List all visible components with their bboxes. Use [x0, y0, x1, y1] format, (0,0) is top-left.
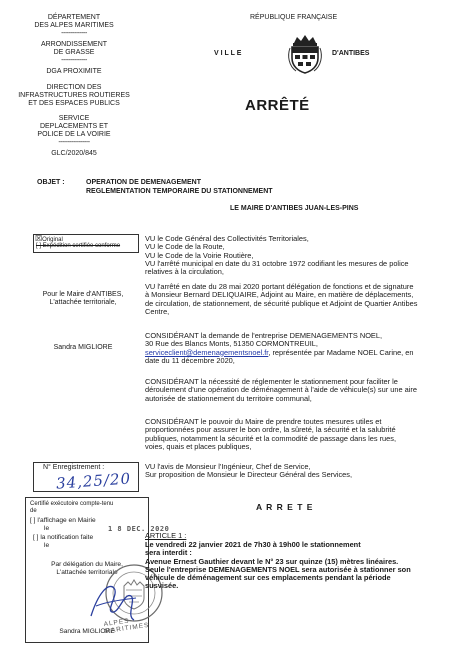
considerant-paragraph [145, 418, 465, 451]
considerant-line: CONSIDÉRANT la nécessité de réglementer le stationnement pour faciliter le [145, 377, 398, 386]
service-line: SERVICE [58, 115, 90, 122]
republic-label: RÉPUBLIQUE FRANÇAISE [250, 14, 338, 21]
considerant-line: déroulement d'une opération de déménagement à l'aide de véhicule(s) sur une aire [145, 385, 417, 395]
certification-box [25, 497, 149, 643]
objet-label: OBJET : [37, 179, 65, 186]
delegation-text-line: à Monsieur Bernard DELIQUAIRE, Adjoint au Maire, en matière de déplacements, [145, 290, 414, 300]
considerant-line: voies, quais et places publiques, [145, 441, 252, 451]
pour-le-maire-line: L'attachée territoriale, [49, 299, 117, 306]
original-label: Original [42, 237, 63, 243]
pour-le-maire-block [18, 291, 148, 307]
arrondissement-line: ARRONDISSEMENT [40, 41, 108, 48]
demande-text: , représentée par Madame NOEL Carine, en [268, 347, 414, 357]
vu-paragraph [145, 235, 465, 276]
article-line: Le vendredi 22 janvier 2021 de 7h30 à 19h00 le stationnement [145, 540, 361, 549]
checked-mark-icon: ☒ [35, 234, 43, 243]
notification-le: le [44, 542, 50, 549]
considerant-line: autorisée de stationnement du territoire communal, [145, 393, 312, 403]
article-line: véhicule de déménagement sur ces emplacements pendant la période [145, 573, 391, 583]
objet-line-1: OPERATION DE DEMENAGEMENT [86, 179, 201, 186]
arrondissement-line: DE GRASSE [53, 49, 95, 56]
enregistrement-label: N° Enregistrement : [43, 464, 105, 471]
vu-final-paragraph [145, 463, 465, 480]
vu-line: VU l'arrêté municipal en date du 31 octobre 1972 codifiant les mesures de police [145, 258, 409, 268]
copy-type-box [33, 234, 139, 253]
demande-line: 30 Rue des Blancs Monts, 51350 CORMONTREUIL, [145, 339, 318, 349]
date-stamp: 1 8 DEC. 2020 [108, 525, 170, 533]
delegation-text-line: de circulation, de stationnement, de sécurité publique et Adjoint de Quartier Antibes [145, 298, 418, 308]
enregistrement-number: 34,25/20 [55, 469, 132, 493]
article-line: susvisée. [145, 581, 179, 591]
email-link[interactable]: serviceclient@demenagementsnoel.fr [145, 347, 269, 357]
demande-paragraph [145, 332, 465, 365]
delegation-paragraph [145, 283, 465, 316]
dga-line: DGA PROXIMITE [46, 68, 102, 75]
vu-line: VU le Code Général des Collectivités Territoriales, [145, 234, 309, 243]
demande-line: CONSIDÉRANT la demande de l'entreprise DEMENAGEMENTS NOEL, [145, 331, 383, 340]
vu-line: relatives à la circulation, [145, 267, 224, 277]
objet-line-2: REGLEMENTATION TEMPORAIRE DU STATIONNEMENT [86, 188, 273, 195]
stamp-text: ALPES-MARITIMES [103, 617, 150, 636]
vu-line: VU le Code de la Route, [145, 242, 225, 252]
coat-of-arms-icon [286, 34, 324, 79]
signatory-name: Sandra MIGLIORE [59, 628, 115, 635]
mayor-heading: LE MAIRE D'ANTIBES JUAN-LES-PINS [230, 205, 359, 212]
vu-final-line: Sur proposition de Monsieur le Directeur Général des Services, [145, 470, 353, 480]
pour-le-maire-line: Pour le Maire d'ANTIBES, [42, 291, 124, 298]
certifie-line: Certifié exécutoire compte-tenu [30, 501, 114, 507]
certifie-line: de [30, 508, 37, 514]
service-line: DEPLACEMENTS ET [39, 123, 109, 130]
separator: -------------- [61, 30, 87, 37]
department-line: DÉPARTEMENT [47, 14, 101, 21]
separator: -------------- [61, 57, 87, 64]
considerant-paragraph [145, 378, 465, 403]
delegation-line: Par délégation du Maire, [51, 561, 123, 568]
document-title: ARRÊTÉ [245, 97, 310, 114]
notification-checkbox[interactable]: [ ] la notification faite [33, 534, 94, 541]
affichage-le: le [44, 525, 50, 532]
considerant-line: proportionnées pour assurer le bon ordre, la sûreté, la sécurité et la salubrité [145, 425, 396, 435]
demande-line: date du 11 décembre 2020, [145, 355, 235, 365]
article-line: sera interdit : [145, 548, 192, 558]
article-label: ARTICLE 1 : [145, 531, 187, 540]
department-header [8, 14, 140, 158]
signatory-name: Sandra MIGLIORE [53, 344, 113, 351]
article-line: Seule l'entreprise DEMENAGEMENTS NOEL sera autorisée à stationner son [145, 564, 411, 574]
department-line: DES ALPES MARITIMES [34, 22, 114, 29]
signature-icon [86, 576, 141, 631]
article-line: Avenue Ernest Gauthier devant le N° 23 sur quinze (15) mètres linéaires. [145, 556, 399, 566]
direction-line: DIRECTION DES [46, 84, 102, 91]
reference-number: GLC/2020/845 [51, 150, 97, 157]
vu-line: VU le Code de la Voirie Routière, [145, 250, 254, 260]
expedition-checkbox[interactable]: [ ] Expédition certifiée conforme [36, 243, 121, 249]
article-1 [145, 541, 470, 591]
separator: ----------------- [58, 139, 90, 146]
ville-label: V I L L E [214, 50, 242, 57]
delegation-text-line: Centre, [145, 306, 170, 316]
considerant-line: CONSIDÉRANT le pouvoir du Maire de prendre toutes mesures utiles et [145, 417, 382, 426]
service-line: POLICE DE LA VOIRIE [37, 131, 111, 138]
considerant-line: publiques, notamment la sécurité et la commodité de passage dans les rues, [145, 433, 397, 443]
enregistrement-box [33, 462, 139, 492]
vu-final-line: VU l'avis de Monsieur l'Ingénieur, Chef de Service, [145, 462, 311, 471]
delegation-text-line: VU l'arrêté en date du 28 mai 2020 portant délégation de fonctions et de signature [145, 282, 414, 291]
arrete-heading: A R R E T E [256, 502, 314, 512]
delegation-line: L'attachée territoriale [56, 569, 118, 576]
city-label: D'ANTIBES [332, 50, 370, 57]
affichage-checkbox[interactable]: [ ] l'affichage en Mairie [30, 517, 96, 524]
direction-line: INFRASTRUCTURES ROUTIERES [18, 92, 130, 99]
direction-line: ET DES ESPACES PUBLICS [28, 100, 120, 107]
